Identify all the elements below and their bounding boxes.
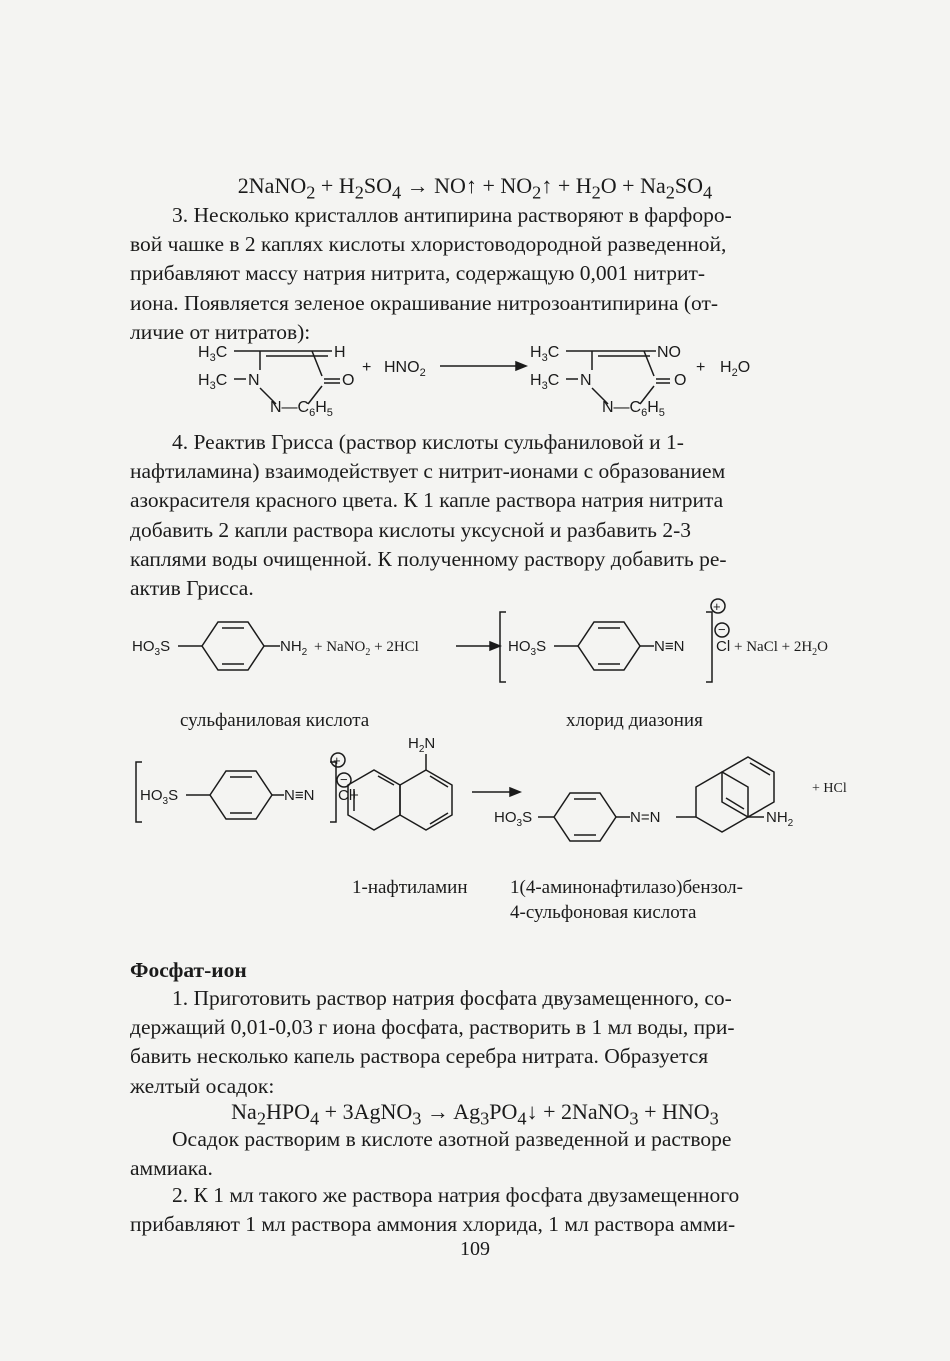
paragraph-griess: 4. Реактив Грисса (раствор кислоты сульфаниловой и 1- нафтиламина) взаимодействует с нитрит-ионами с образованием азокрасителя красного цвета. К 1 капле раствора натрия нитрита добавить 2 капли раствора кислоты уксусной и разбавить 2-3 каплями воды очищенной. К полученному раствору добавить ре- актив Грисса. [130, 430, 727, 601]
scheme-azo-coupling [130, 732, 850, 872]
svg-text:NH2: $NH_2$ [766, 809, 794, 829]
svg-text:+: + [696, 359, 706, 376]
svg-text:+: + [333, 753, 341, 768]
caption-naphthylamine: 1-нафтиламин [352, 877, 468, 898]
svg-text:HO3S: $HO_3S$ [494, 809, 533, 829]
paragraph-phosphate-silver: 1. Приготовить раствор натрия фосфата двузамещенного, со- держащий 0,01-0,03 г иона фосфата, растворить в 1 мл воды, при- бавить несколько капель раствора серебра нитрата. Образуется желтый осадок: [130, 986, 735, 1098]
svg-text:N—C6H5: $N—C_6H_5$ [270, 399, 333, 419]
svg-text:HNO2: $HNO_2$ [384, 359, 426, 379]
paragraph-precipitate-solubility: Осадок растворим в кислоте азотной разведенной и растворе аммиака. [130, 1127, 732, 1181]
svg-text:N≡N: N≡N [654, 638, 685, 655]
caption-azo-product-line1: 1(4-аминонафтилазо)бензол- [510, 877, 743, 898]
svg-text:H2O: $H_2O$ [720, 359, 751, 379]
equation-silver-phosphate: $Na_2HPO_4$ + 3AgNO$_3$ → $Ag_3PO_4↓$ + 2NaNO$_3$ + $HNO_3$ [231, 1099, 719, 1129]
scheme-antipyrine-nitrosation [190, 338, 770, 426]
svg-text:Cl: Cl [338, 787, 353, 804]
svg-text:HO3S: $HO_3S$ [508, 638, 547, 658]
svg-text:NH2: $NH_2$ [280, 638, 308, 658]
svg-text:+: + [713, 599, 721, 614]
svg-text:N=N: N=N [630, 809, 661, 826]
paragraph-phosphate-ammonium: 2. К 1 мл такого же раствора натрия фосфата двузамещенного прибавляют 1 мл раствора аммония хлорида, 1 мл раствора амми- [130, 1183, 740, 1237]
svg-text:+ NaNO2 + 2HCl: + NaNO$_2$ + 2HCl [314, 639, 419, 658]
svg-text:NO: NO [657, 344, 681, 361]
svg-text:N: N [580, 372, 592, 389]
svg-text:−: − [718, 622, 726, 637]
svg-text:−: − [340, 772, 348, 787]
svg-text:HO3S: $HO_3S$ [140, 787, 179, 807]
svg-text:H2N: $H_2N$ [408, 735, 436, 755]
section-heading-phosphate: Фосфат-ион [130, 958, 247, 982]
svg-text:+ HCl: + HCl [812, 781, 847, 796]
caption-azo-product-line2: 4-сульфоновая кислота [510, 902, 697, 923]
svg-text:H3C: $H_3C$ [198, 372, 228, 392]
svg-text:N—C6H5: $N—C_6H_5$ [602, 399, 665, 419]
svg-text:+: + [350, 787, 359, 804]
scheme-diazotization [130, 596, 850, 688]
svg-text:N≡N: N≡N [284, 787, 315, 804]
svg-text:Cl: Cl [716, 638, 731, 655]
svg-text:H: H [334, 344, 346, 361]
svg-text:H3C: $H_3C$ [198, 344, 228, 364]
caption-sulfanilic-acid: сульфаниловая кислота [180, 710, 370, 731]
svg-text:+: + [362, 359, 372, 376]
caption-diazonium-chloride: хлорид диазония [566, 710, 703, 731]
equation-nitrite-sulfuric: 2NaNO$_2$ + $H_2SO_4$ → NO↑ + $NO_2↑ + H_2O + Na_2SO_4$ [237, 173, 713, 203]
svg-text:HO3S: $HO_3S$ [132, 638, 171, 658]
svg-text:H3C: $H_3C$ [530, 344, 560, 364]
svg-text:N: N [248, 372, 260, 389]
svg-text:O: O [674, 372, 687, 389]
svg-text:+ NaCl + 2H2O: + NaCl + $2H_2O$ [734, 639, 829, 658]
svg-text:H3C: $H_3C$ [530, 372, 560, 392]
svg-text:O: O [342, 372, 355, 389]
page-number: 109 [460, 1238, 490, 1260]
paragraph-antipyrine: 3. Несколько кристаллов антипирина растворяют в фарфоро- вой чашке в 2 каплях кислоты хлористоводородной разведенной, прибавляют массу натрия нитрита, содержащую 0,001 нитрит- иона. Появляется зеленое окрашивание нитрозоантипирина (от- личие от нитратов): [130, 203, 732, 344]
